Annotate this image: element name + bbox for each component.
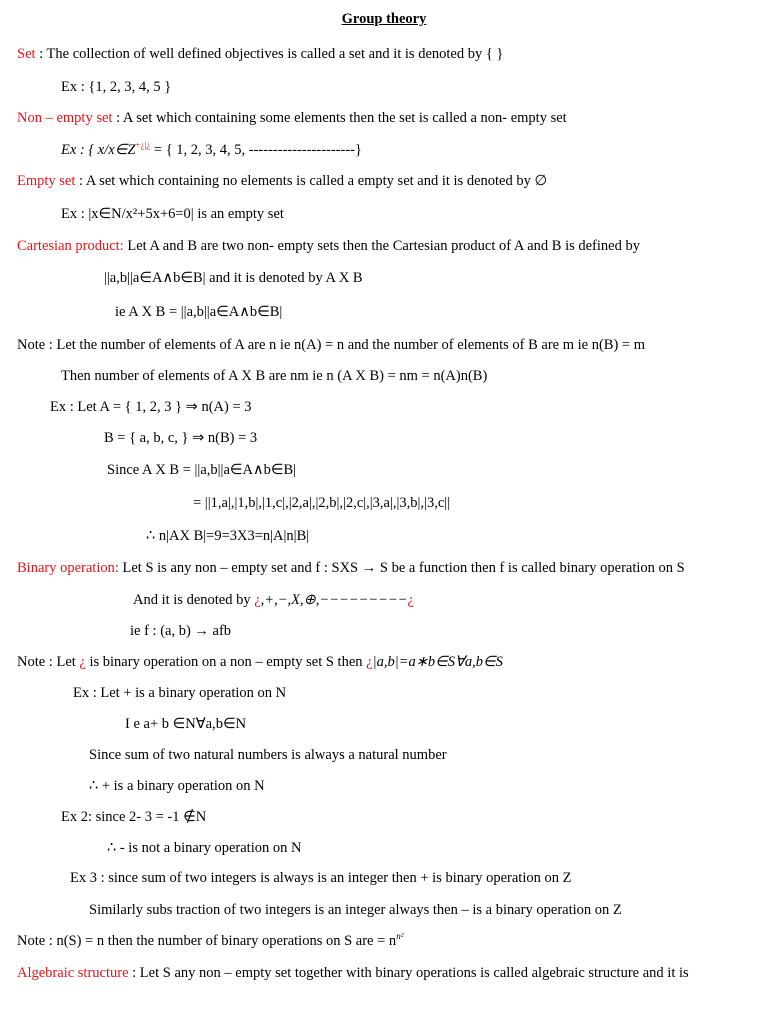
note-binary-mid: is binary operation on a non – empty set S then: [85, 654, 367, 670]
note-cardinality-result: Then number of elements of A X B are nm ie n (A X B) = nm = n(A)n(B): [61, 368, 488, 384]
empty-set-definition: [17, 171, 547, 191]
cartesian-product-formula: ||a,b||a∈A∧b∈B| and it is denoted by A X B: [104, 270, 363, 286]
example-set-b: B = { a, b, c, } ⇒ n(B) = 3: [104, 430, 258, 446]
term-empty-set: Empty set: [17, 173, 76, 189]
algebraic-structure-text: : Let S any non – empty set together with binary operations is called algebraic structure and it is: [128, 965, 689, 981]
non-empty-set-definition: [17, 108, 567, 128]
page-title: Group theory: [341, 11, 427, 27]
binary-symbols-list: ,+,−,X,⊕,−−−−−−−−−: [260, 592, 408, 608]
note-binary-count-text: Note : n(S) = n then the number of binary operations on S are = n: [17, 933, 397, 949]
set-example: Ex : {1, 2, 3, 4, 5 }: [61, 79, 172, 95]
term-algebraic-structure: Algebraic structure: [17, 965, 129, 981]
algebraic-structure-definition: [17, 963, 689, 983]
binary-symbols-red-a: ¿: [254, 592, 261, 608]
non-empty-set-text: : A set which containing some elements then the set is called a non- empty set: [112, 110, 567, 126]
set-definition-text: : The collection of well defined objectives is called a set and it is denoted by { }: [35, 46, 504, 62]
term-binary-operation: Binary operation:: [17, 560, 119, 576]
example-3-subtraction: Similarly subs traction of two integers is an integer always then – is a binary operation on Z: [89, 902, 622, 918]
set-definition: [17, 44, 503, 64]
note-binary-red-a: ¿: [79, 654, 86, 670]
cartesian-product-definition: [17, 236, 640, 256]
binary-symbols-red-b: ¿: [407, 592, 414, 608]
example-product-def: Since A X B = ||a,b||a∈A∧b∈B|: [107, 462, 297, 478]
term-set: Set: [17, 46, 36, 62]
example-3-integers: Ex 3 : since sum of two integers is always is an integer then + is binary operation on Z: [70, 870, 572, 886]
example-natural-reason: Since sum of two natural numbers is always a natural number: [89, 747, 447, 763]
binary-operation-definition: [17, 558, 685, 578]
empty-set-text: : A set which containing no elements is called a empty set and it is denoted by ∅: [75, 173, 548, 189]
binary-operation-text: Let S is any non – empty set and f : SXS → S be a function then f is called binary operation on S: [118, 560, 685, 576]
example-natural-closure: I e a+ b ∈N∀a,b∈N: [125, 716, 247, 732]
example-2-conclusion: ∴ - is not a binary operation on N: [107, 840, 302, 856]
note-binary-red-b: ¿: [366, 654, 373, 670]
binary-operation-ie: ie f : (a, b) → afb: [130, 623, 232, 639]
binary-symbols-lead: And it is denoted by: [133, 592, 255, 608]
note-binary-count-sup: n²: [396, 931, 404, 941]
note-binary-closure: [17, 652, 503, 672]
example-product-elements: = ||1,a|,|1,b|,|1,c|,|2,a|,|2,b|,|2,c|,|3,a|,|3,b|,|3,c||: [193, 495, 451, 511]
note-cardinality: Note : Let the number of elements of A are n ie n(A) = n and the number of elements of B are m ie n(B) = m: [17, 337, 645, 353]
note-binary-formula: |a,b|=a∗b∈S∀a,b∈S: [372, 654, 503, 670]
note-binary-lead: Note : Let: [17, 654, 80, 670]
term-cartesian-product: Cartesian product:: [17, 238, 124, 254]
binary-operation-symbols: [133, 590, 414, 610]
note-binary-count: [17, 931, 403, 951]
cartesian-product-text: Let A and B are two non- empty sets then the Cartesian product of A and B is defined by: [123, 238, 640, 254]
non-empty-set-example: [61, 140, 362, 160]
example-natural-conclusion: ∴ + is a binary operation on N: [89, 778, 265, 794]
cartesian-product-ie: ie A X B = ||a,b||a∈A∧b∈B|: [115, 304, 283, 320]
example-product-count: ∴ n|AX B|=9=3X3=n|A|n|B|: [146, 528, 310, 544]
example-set-a: Ex : Let A = { 1, 2, 3 } ⇒ n(A) = 3: [50, 399, 252, 415]
non-empty-example-rhs: = { 1, 2, 3, 4, 5, ----------------------}: [150, 142, 362, 158]
example-2-subtraction: Ex 2: since 2- 3 = -1 ∉N: [61, 809, 207, 825]
term-non-empty-set: Non – empty set: [17, 110, 113, 126]
example-natural-addition: Ex : Let + is a binary operation on N: [73, 685, 287, 701]
non-empty-example-lhs: Ex : { x/x∈Z: [61, 142, 136, 158]
empty-set-example: Ex : |x∈N/x²+5x+6=0| is an empty set: [61, 206, 284, 222]
non-empty-example-sup: +¿|¿: [135, 140, 151, 150]
